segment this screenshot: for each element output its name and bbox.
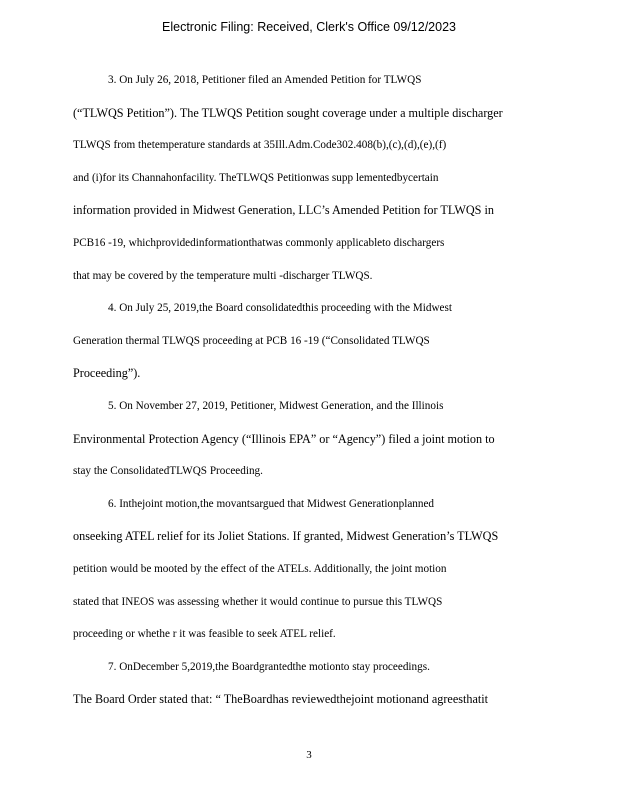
paragraph-7-line-1: 7. OnDecember 5,2019,the Boardgrantedthe motionto stay proceedings.: [108, 660, 430, 673]
paragraph-6-line-2: onseeking ATEL relief for its Joliet Stations. If granted, Midwest Generation’s TLWQS: [73, 529, 499, 544]
paragraph-3-line-4: and (i)for its Channahonfacility. TheTLWQS Petitionwas supp lementedbycertain: [73, 171, 439, 184]
page-number: 3: [306, 749, 312, 761]
paragraph-3-line-2: (“TLWQS Petition”). The TLWQS Petition sought coverage under a multiple discharger: [73, 105, 503, 120]
paragraph-7-line-2: The Board Order stated that: “ TheBoardhas reviewedthejoint motionand agreesthatit: [73, 692, 489, 707]
paragraph-5-line-2: Environmental Protection Agency (“Illinois EPA” or “Agency”) filed a joint motion to: [73, 431, 495, 446]
paragraph-3-line-3: TLWQS from thetemperature standards at 35Ill.Adm.Code302.408(b),(c),(d),(e),(f): [73, 139, 447, 152]
paragraph-5-line-1: 5. On November 27, 2019, Petitioner, Midwest Generation, and the Illinois: [108, 399, 444, 412]
paragraph-4-line-3: Proceeding”).: [73, 366, 141, 381]
paragraph-5-line-3: stay the ConsolidatedTLWQS Proceeding.: [73, 465, 263, 478]
paragraph-3-line-5: information provided in Midwest Generation, LLC’s Amended Petition for TLWQS in: [73, 203, 494, 218]
document-body: [73, 72, 543, 724]
paragraph-6-line-1: 6. Inthejoint motion,the movantsargued that Midwest Generationplanned: [108, 497, 435, 510]
paragraph-6-line-3: petition would be mooted by the effect of the ATELs. Additionally, the joint motion: [73, 562, 447, 575]
paragraph-3-line-6: PCB16 -19, whichprovidedinformationthatwas commonly applicableto dischargers: [73, 236, 445, 249]
paragraph-4-line-2: Generation thermal TLWQS proceeding at PCB 16 -19 (“Consolidated TLWQS: [73, 334, 430, 347]
electronic-filing-header: Electronic Filing: Received, Clerk's Office 09/12/2023: [162, 20, 456, 34]
paragraph-3-line-1: 3. On July 26, 2018, Petitioner filed an Amended Petition for TLWQS: [108, 74, 422, 86]
paragraph-4-line-1: 4. On July 25, 2019,the Board consolidatedthis proceeding with the Midwest: [108, 302, 452, 315]
paragraph-6-line-4: stated that INEOS was assessing whether it would continue to pursue this TLWQS: [73, 595, 443, 608]
paragraph-3-line-7: that may be covered by the temperature multi -discharger TLWQS.: [73, 269, 373, 282]
paragraph-6-line-5: proceeding or whethe r it was feasible to seek ATEL relief.: [73, 628, 336, 641]
